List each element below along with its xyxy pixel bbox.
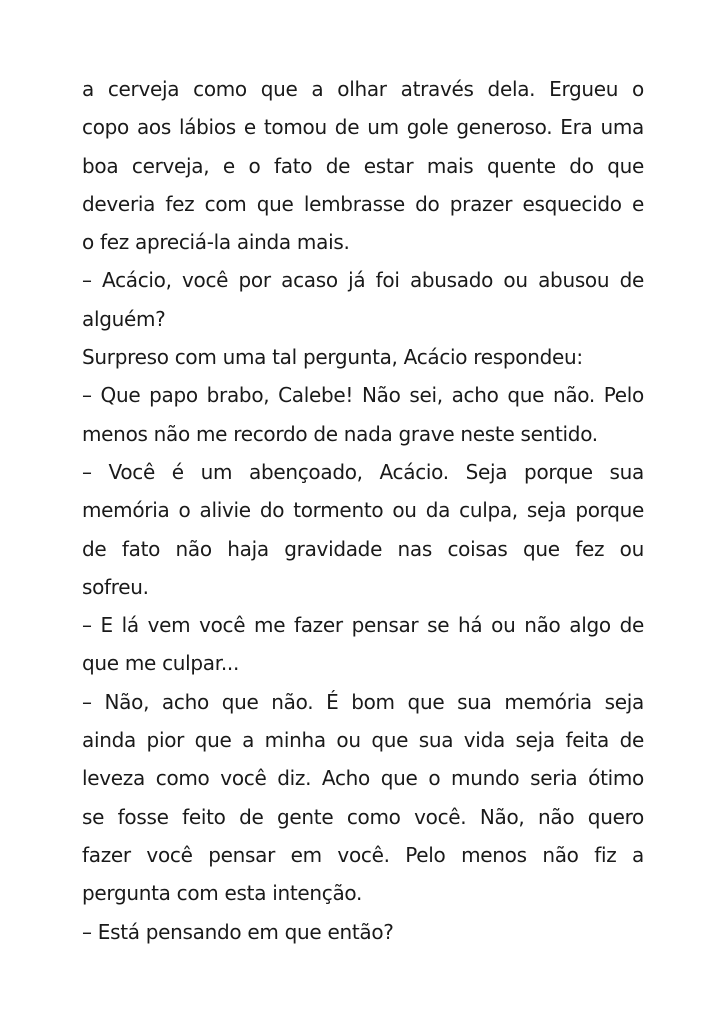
text-line: – E lá vem você me fazer pensar se há ou não algo de [82, 613, 644, 638]
body-text [82, 70, 644, 951]
text-line: sofreu. [82, 574, 149, 599]
text-line: que me culpar... [82, 651, 240, 676]
text-line: deveria fez com que lembrasse do prazer esquecido e [82, 191, 644, 216]
text-line: – Não, acho que não. É bom que sua memória seja [82, 689, 644, 714]
text-line: leveza como você diz. Acho que o mundo seria ótimo [82, 766, 644, 791]
text-line: a cerveja como que a olhar através dela. Ergueu o [82, 77, 644, 101]
text-line: de fato não haja gravidade nas coisas que fez ou [82, 536, 644, 561]
text-line: o fez apreciá-la ainda mais. [82, 230, 350, 255]
text-line: copo aos lábios e tomou de um gole generoso. Era uma [82, 115, 644, 140]
text-line: boa cerveja, e o fato de estar mais quente do que [82, 153, 644, 178]
text-line: Surpreso com uma tal pergunta, Acácio respondeu: [82, 345, 583, 370]
text-line: ainda pior que a minha ou que sua vida seja feita de [82, 728, 644, 753]
text-line: – Acácio, você por acaso já foi abusado ou abusou de [82, 268, 644, 293]
text-line: – Você é um abençoado, Acácio. Seja porque sua [82, 459, 644, 484]
text-line: se fosse feito de gente como você. Não, não quero [82, 804, 644, 829]
text-line: fazer você pensar em você. Pelo menos não fiz a [82, 842, 644, 867]
text-line: pergunta com esta intenção. [82, 881, 363, 906]
text-line: – Que papo brabo, Calebe! Não sei, acho que não. Pelo [82, 383, 644, 408]
text-line: memória o alivie do tormento ou da culpa, seja porque [82, 498, 644, 523]
text-line: menos não me recordo de nada grave neste sentido. [82, 421, 598, 446]
text-line: – Está pensando em que então? [82, 919, 394, 944]
text-line: alguém? [82, 306, 166, 331]
